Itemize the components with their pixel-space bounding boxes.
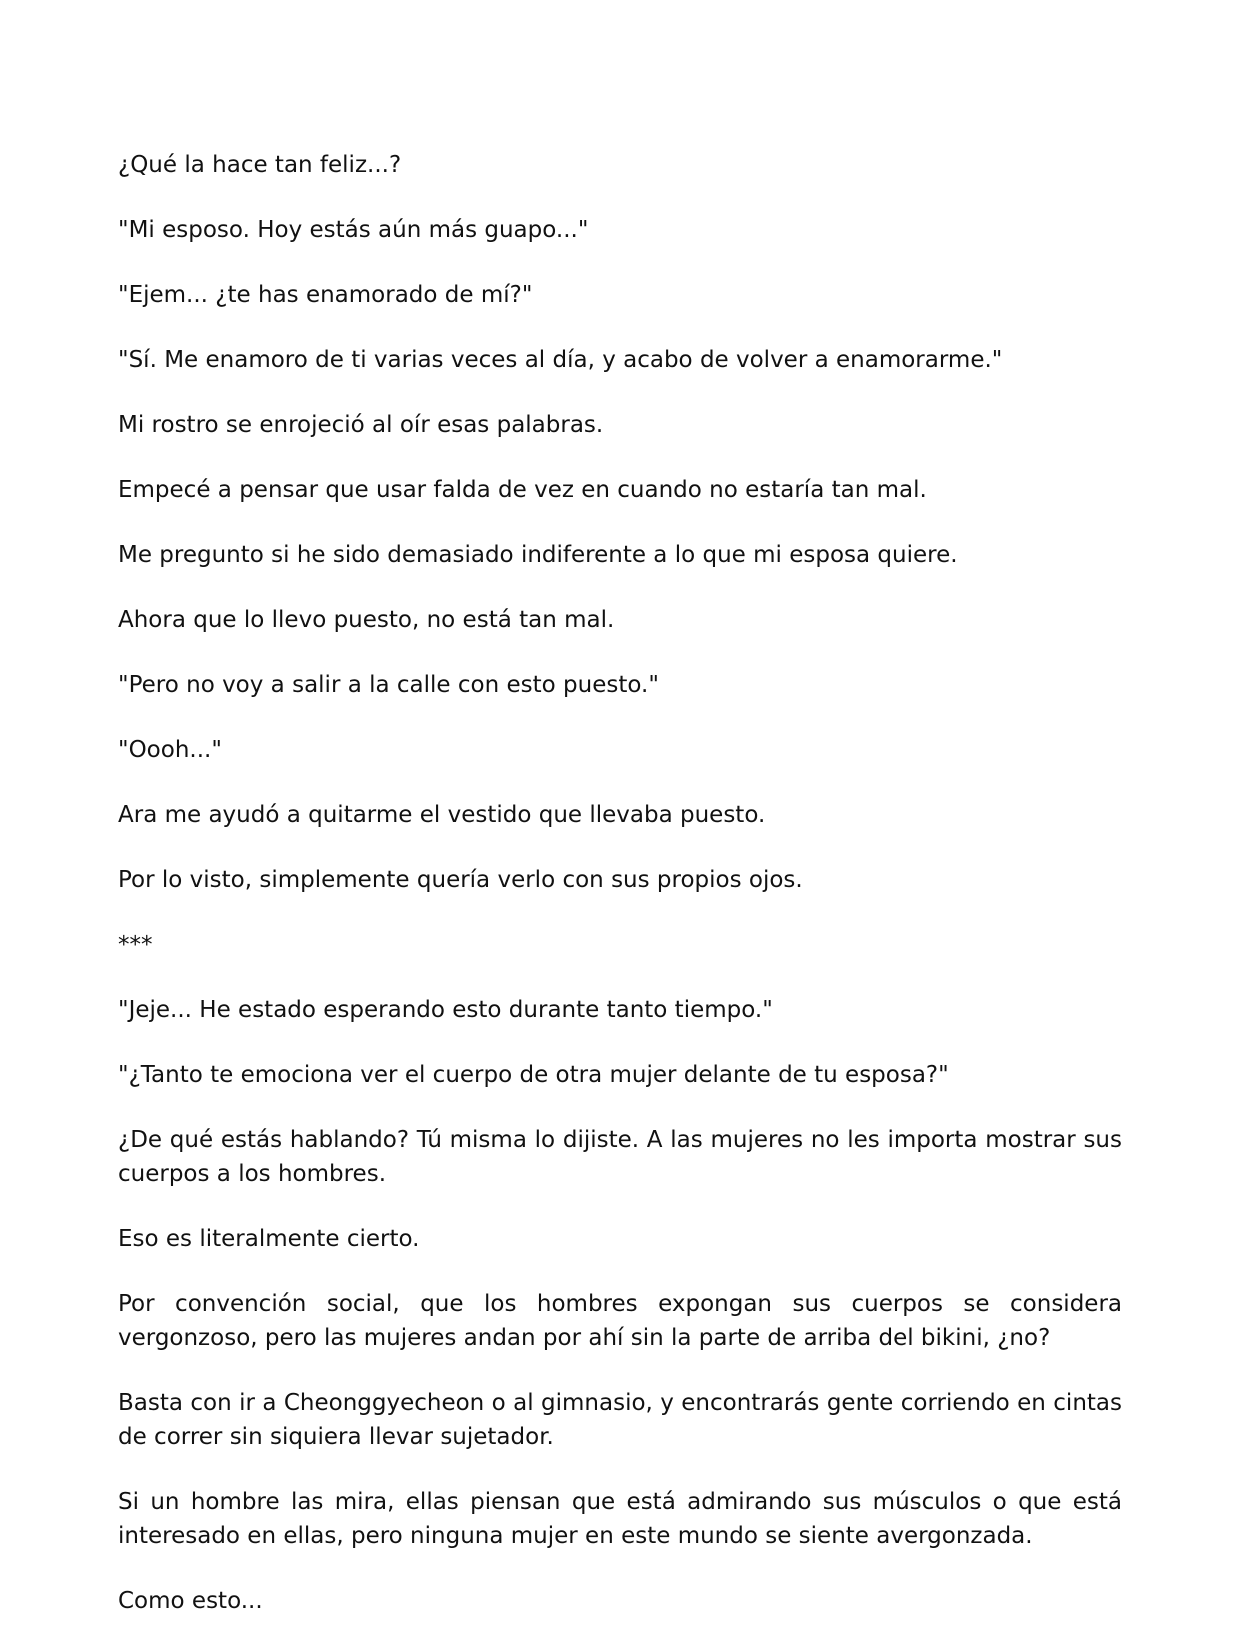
paragraph-5: Mi rostro se enrojeció al oír esas palabras.: [118, 412, 604, 438]
paragraph-4: "Sí. Me enamoro de ti varias veces al día, y acabo de volver a enamorarme.": [118, 347, 1003, 373]
paragraph-18: Por convención social, que los hombres expongan sus cuerpos se considera vergonzoso, pero las mujeres andan por ahí sin la parte de arriba del bikini, ¿no?: [118, 1291, 1122, 1351]
paragraph-7: Me pregunto si he sido demasiado indiferente a lo que mi esposa quiere.: [118, 542, 958, 568]
paragraph-15: "¿Tanto te emociona ver el cuerpo de otra mujer delante de tu esposa?": [118, 1062, 949, 1088]
paragraph-19: Basta con ir a Cheonggyecheon o al gimnasio, y encontrarás gente corriendo en cintas de correr sin siquiera llevar sujetador.: [118, 1390, 1122, 1450]
paragraph-10: "Oooh...": [118, 737, 222, 763]
document-body: [118, 148, 1122, 1649]
paragraph-17: Eso es literalmente cierto.: [118, 1226, 420, 1252]
paragraph-16: ¿De qué estás hablando? Tú misma lo dijiste. A las mujeres no les importa mostrar sus cuerpos a los hombres.: [118, 1127, 1122, 1187]
paragraph-6: Empecé a pensar que usar falda de vez en cuando no estaría tan mal.: [118, 477, 927, 503]
scene-break: ***: [118, 932, 153, 958]
paragraph-1: ¿Qué la hace tan feliz...?: [118, 152, 402, 178]
paragraph-12: Por lo visto, simplemente quería verlo con sus propios ojos.: [118, 867, 803, 893]
paragraph-20: Si un hombre las mira, ellas piensan que está admirando sus músculos o que está interesado en ellas, pero ninguna mujer en este mundo se siente avergonzada.: [118, 1489, 1122, 1549]
paragraph-9: "Pero no voy a salir a la calle con esto puesto.": [118, 672, 659, 698]
paragraph-2: "Mi esposo. Hoy estás aún más guapo...": [118, 217, 589, 243]
paragraph-21: Como esto...: [118, 1588, 263, 1614]
paragraph-14: "Jeje... He estado esperando esto durante tanto tiempo.": [118, 997, 773, 1023]
paragraph-11: Ara me ayudó a quitarme el vestido que llevaba puesto.: [118, 802, 766, 828]
paragraph-3: "Ejem... ¿te has enamorado de mí?": [118, 282, 533, 308]
paragraph-8: Ahora que lo llevo puesto, no está tan mal.: [118, 607, 615, 633]
